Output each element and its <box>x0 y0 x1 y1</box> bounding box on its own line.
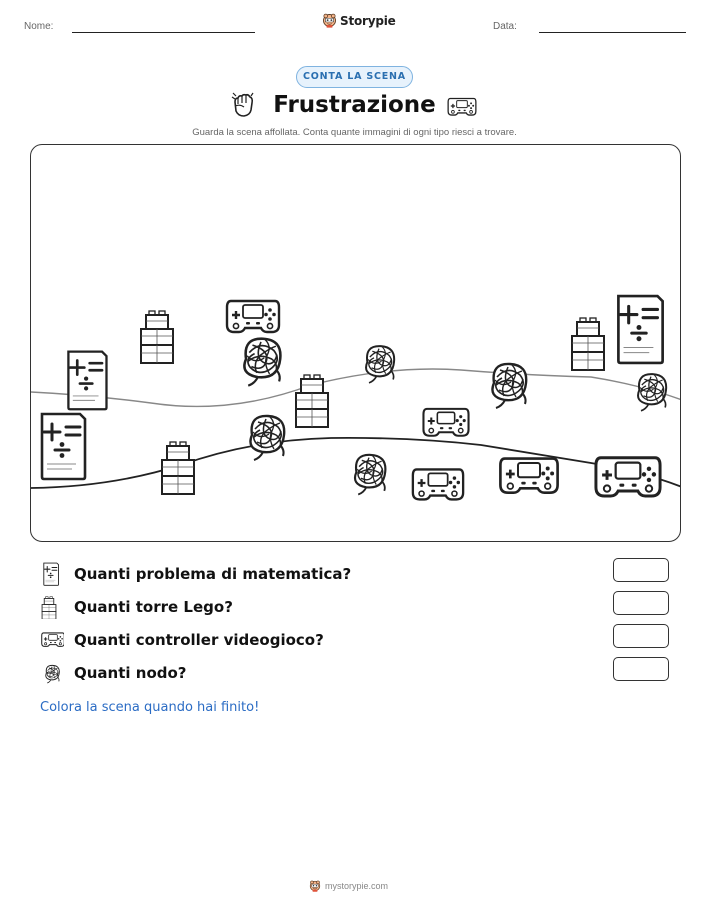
answer-box-math[interactable] <box>613 558 669 582</box>
knot-2 <box>366 346 394 383</box>
question-text: Quanti problema di matematica? <box>74 565 352 583</box>
controller-1 <box>227 301 279 332</box>
answer-box-lego[interactable] <box>613 591 669 615</box>
controller-5 <box>596 458 660 496</box>
question-row-lego <box>40 595 670 621</box>
name-label: Nome: <box>24 21 54 32</box>
lego-tower-3 <box>162 442 194 494</box>
lego-tower-icon <box>40 595 64 619</box>
storypie-mascot-icon <box>322 13 337 28</box>
instructions: Guarda la scena affollata. Conta quante immagini di ogni tipo riesci a trovare. <box>192 127 517 138</box>
knot-3 <box>492 364 526 408</box>
controller-3 <box>413 469 463 499</box>
storypie-mascot-icon <box>309 880 321 892</box>
question-row-knot <box>40 661 670 687</box>
brand-name: Storypie <box>340 13 396 28</box>
question-text: Quanti nodo? <box>74 664 187 682</box>
date-label: Data: <box>493 21 517 32</box>
controller-2 <box>423 409 468 436</box>
storypie-logo <box>322 13 396 28</box>
activity-badge: CONTA LA SCENA <box>296 66 413 88</box>
knot-4 <box>638 374 666 411</box>
math-paper-1 <box>68 352 106 410</box>
lego-tower-2 <box>296 375 328 427</box>
hill-line-back <box>31 369 681 406</box>
name-line[interactable] <box>72 32 255 33</box>
knot-6 <box>355 455 385 495</box>
math-problem-icon <box>40 562 64 586</box>
question-row-controller <box>40 628 670 654</box>
answer-box-knot[interactable] <box>613 657 669 681</box>
knot-icon <box>40 661 64 685</box>
page-title: Frustrazione <box>273 92 436 118</box>
question-text: Quanti controller videogioco? <box>74 631 324 649</box>
title-controller-icon <box>446 95 478 117</box>
search-scene <box>30 144 681 542</box>
answer-box-controller[interactable] <box>613 624 669 648</box>
date-line[interactable] <box>539 32 686 33</box>
lego-tower-1 <box>141 311 173 363</box>
colouring-instruction: Colora la scena quando hai finito! <box>40 700 260 715</box>
controller-4 <box>500 459 557 493</box>
question-text: Quanti torre Lego? <box>74 598 233 616</box>
lego-tower-4 <box>572 318 604 370</box>
footer-url[interactable]: mystorypie.com <box>325 881 389 891</box>
scene-illustration <box>31 145 681 542</box>
math-paper-2 <box>42 414 85 479</box>
footer <box>309 880 388 892</box>
question-row-math <box>40 562 670 588</box>
game-controller-icon <box>40 630 64 654</box>
math-paper-3 <box>618 296 662 363</box>
knot-1 <box>244 339 280 386</box>
knot-5 <box>250 416 284 460</box>
